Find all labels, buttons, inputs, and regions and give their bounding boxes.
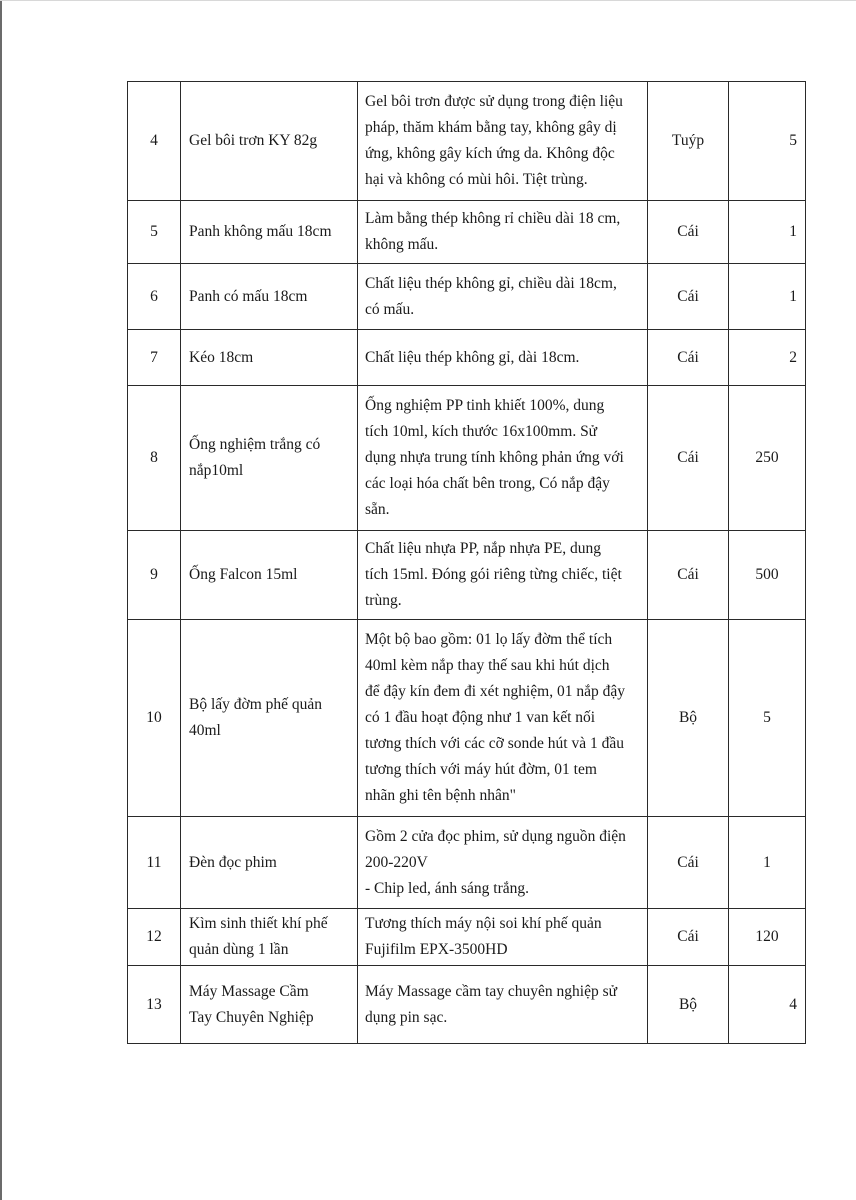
- item-name-text: Panh không mấu 18cm: [189, 223, 332, 240]
- row-number: 12: [128, 909, 181, 966]
- item-specification-text: Máy Massage cầm tay chuyên nghiệp sử dụng pin sạc.: [365, 982, 618, 1026]
- item-name-text: Gel bôi trơn KY 82g: [189, 132, 318, 149]
- item-name-text: Kìm sinh thiết khí phế quản dùng 1 lần: [189, 915, 328, 958]
- table-row: [128, 909, 806, 966]
- item-specification: [358, 531, 648, 620]
- item-specification-text: Chất liệu thép không gỉ, chiều dài 18cm, có mấu.: [365, 274, 617, 318]
- item-specification: [358, 620, 648, 817]
- item-name-text: Kéo 18cm: [189, 348, 254, 366]
- item-specification: [358, 201, 648, 264]
- item-specification: [358, 817, 648, 909]
- page-top-edge: [0, 0, 856, 1]
- item-unit: Cái: [648, 817, 729, 909]
- item-quantity: 4: [729, 966, 806, 1044]
- item-specification: [358, 264, 648, 330]
- item-name-text: Ống Falcon 15ml: [189, 566, 298, 583]
- item-quantity: 1: [729, 817, 806, 909]
- item-unit: Bộ: [648, 620, 729, 817]
- item-unit: Cái: [648, 201, 729, 264]
- item-specification: [358, 330, 648, 386]
- table-row: [128, 620, 806, 817]
- item-quantity: 500: [729, 531, 806, 620]
- item-quantity: 1: [729, 264, 806, 330]
- item-name-text: Đèn đọc phim: [189, 853, 277, 871]
- item-unit: Cái: [648, 531, 729, 620]
- item-name-text: Panh có mấu 18cm: [189, 287, 308, 305]
- item-name-text: Máy Massage Cầm Tay Chuyên Nghiệp: [189, 982, 314, 1026]
- row-number: 7: [128, 330, 181, 386]
- row-number: 8: [128, 386, 181, 531]
- item-name: [181, 201, 358, 264]
- item-name: [181, 330, 358, 386]
- item-unit: Bộ: [648, 966, 729, 1044]
- table-row: [128, 966, 806, 1044]
- item-name: [181, 531, 358, 620]
- row-number: 11: [128, 817, 181, 909]
- table-row: [128, 386, 806, 531]
- item-name-text: Ống nghiệm trắng có nắp10ml: [189, 436, 321, 479]
- row-number: 10: [128, 620, 181, 817]
- item-unit: Tuýp: [648, 82, 729, 201]
- item-specification-text: Tương thích máy nội soi khí phế quản Fujifilm EPX-3500HD: [365, 915, 602, 958]
- page-left-edge: [0, 0, 2, 1200]
- item-name: [181, 82, 358, 201]
- item-name: [181, 386, 358, 531]
- item-name: [181, 620, 358, 817]
- item-specification-text: Chất liệu thép không gỉ, dài 18cm.: [365, 348, 580, 366]
- item-specification-text: Gồm 2 cửa đọc phim, sử dụng nguồn điện 200-220V - Chip led, ánh sáng trắng.: [365, 827, 626, 897]
- table-row: [128, 82, 806, 201]
- item-quantity: 2: [729, 330, 806, 386]
- item-specification-text: Gel bôi trơn được sử dụng trong điện liệu pháp, thăm khám bằng tay, không gây dị ứng, không gây kích ứng da. Không độc hại và không có mùi hôi. Tiệt trùng.: [365, 93, 623, 188]
- row-number: 6: [128, 264, 181, 330]
- item-specification: [358, 386, 648, 531]
- table-row: [128, 201, 806, 264]
- item-specification: [358, 966, 648, 1044]
- item-name: [181, 817, 358, 909]
- item-specification: [358, 82, 648, 201]
- equipment-table: [127, 81, 806, 1044]
- item-unit: Cái: [648, 386, 729, 531]
- item-name-text: Bộ lấy đờm phế quản 40ml: [189, 696, 323, 739]
- table-row: [128, 531, 806, 620]
- item-quantity: 250: [729, 386, 806, 531]
- row-number: 9: [128, 531, 181, 620]
- row-number: 13: [128, 966, 181, 1044]
- item-quantity: 120: [729, 909, 806, 966]
- table-row: [128, 264, 806, 330]
- item-quantity: 5: [729, 620, 806, 817]
- row-number: 5: [128, 201, 181, 264]
- table-row: [128, 330, 806, 386]
- row-number: 4: [128, 82, 181, 201]
- item-unit: Cái: [648, 264, 729, 330]
- item-unit: Cái: [648, 909, 729, 966]
- item-name: [181, 966, 358, 1044]
- item-quantity: 5: [729, 82, 806, 201]
- item-specification-text: Chất liệu nhựa PP, nắp nhựa PE, dung tích 15ml. Đóng gói riêng từng chiếc, tiệt trùng.: [365, 540, 622, 609]
- table-row: [128, 817, 806, 909]
- item-name: [181, 909, 358, 966]
- item-unit: Cái: [648, 330, 729, 386]
- item-specification-text: Ống nghiệm PP tinh khiết 100%, dung tích 10ml, kích thước 16x100mm. Sử dụng nhựa trung tính không phản ứng với các loại hóa chất bên trong, Có nắp đậy sẵn.: [365, 397, 624, 518]
- item-quantity: 1: [729, 201, 806, 264]
- item-name: [181, 264, 358, 330]
- item-specification-text: Một bộ bao gồm: 01 lọ lấy đờm thể tích 40ml kèm nắp thay thế sau khi hút dịch để đậy kín đem đi xét nghiệm, 01 nắp đậy có 1 đầu hoạt động như 1 van kết nối tương thích với các cỡ sonde hút và 1 đầu tương thích với máy hút đờm, 01 tem nhãn ghi tên bệnh nhân": [365, 631, 625, 804]
- item-specification: [358, 909, 648, 966]
- item-specification-text: Làm bằng thép không rỉ chiều dài 18 cm, không mấu.: [365, 210, 621, 253]
